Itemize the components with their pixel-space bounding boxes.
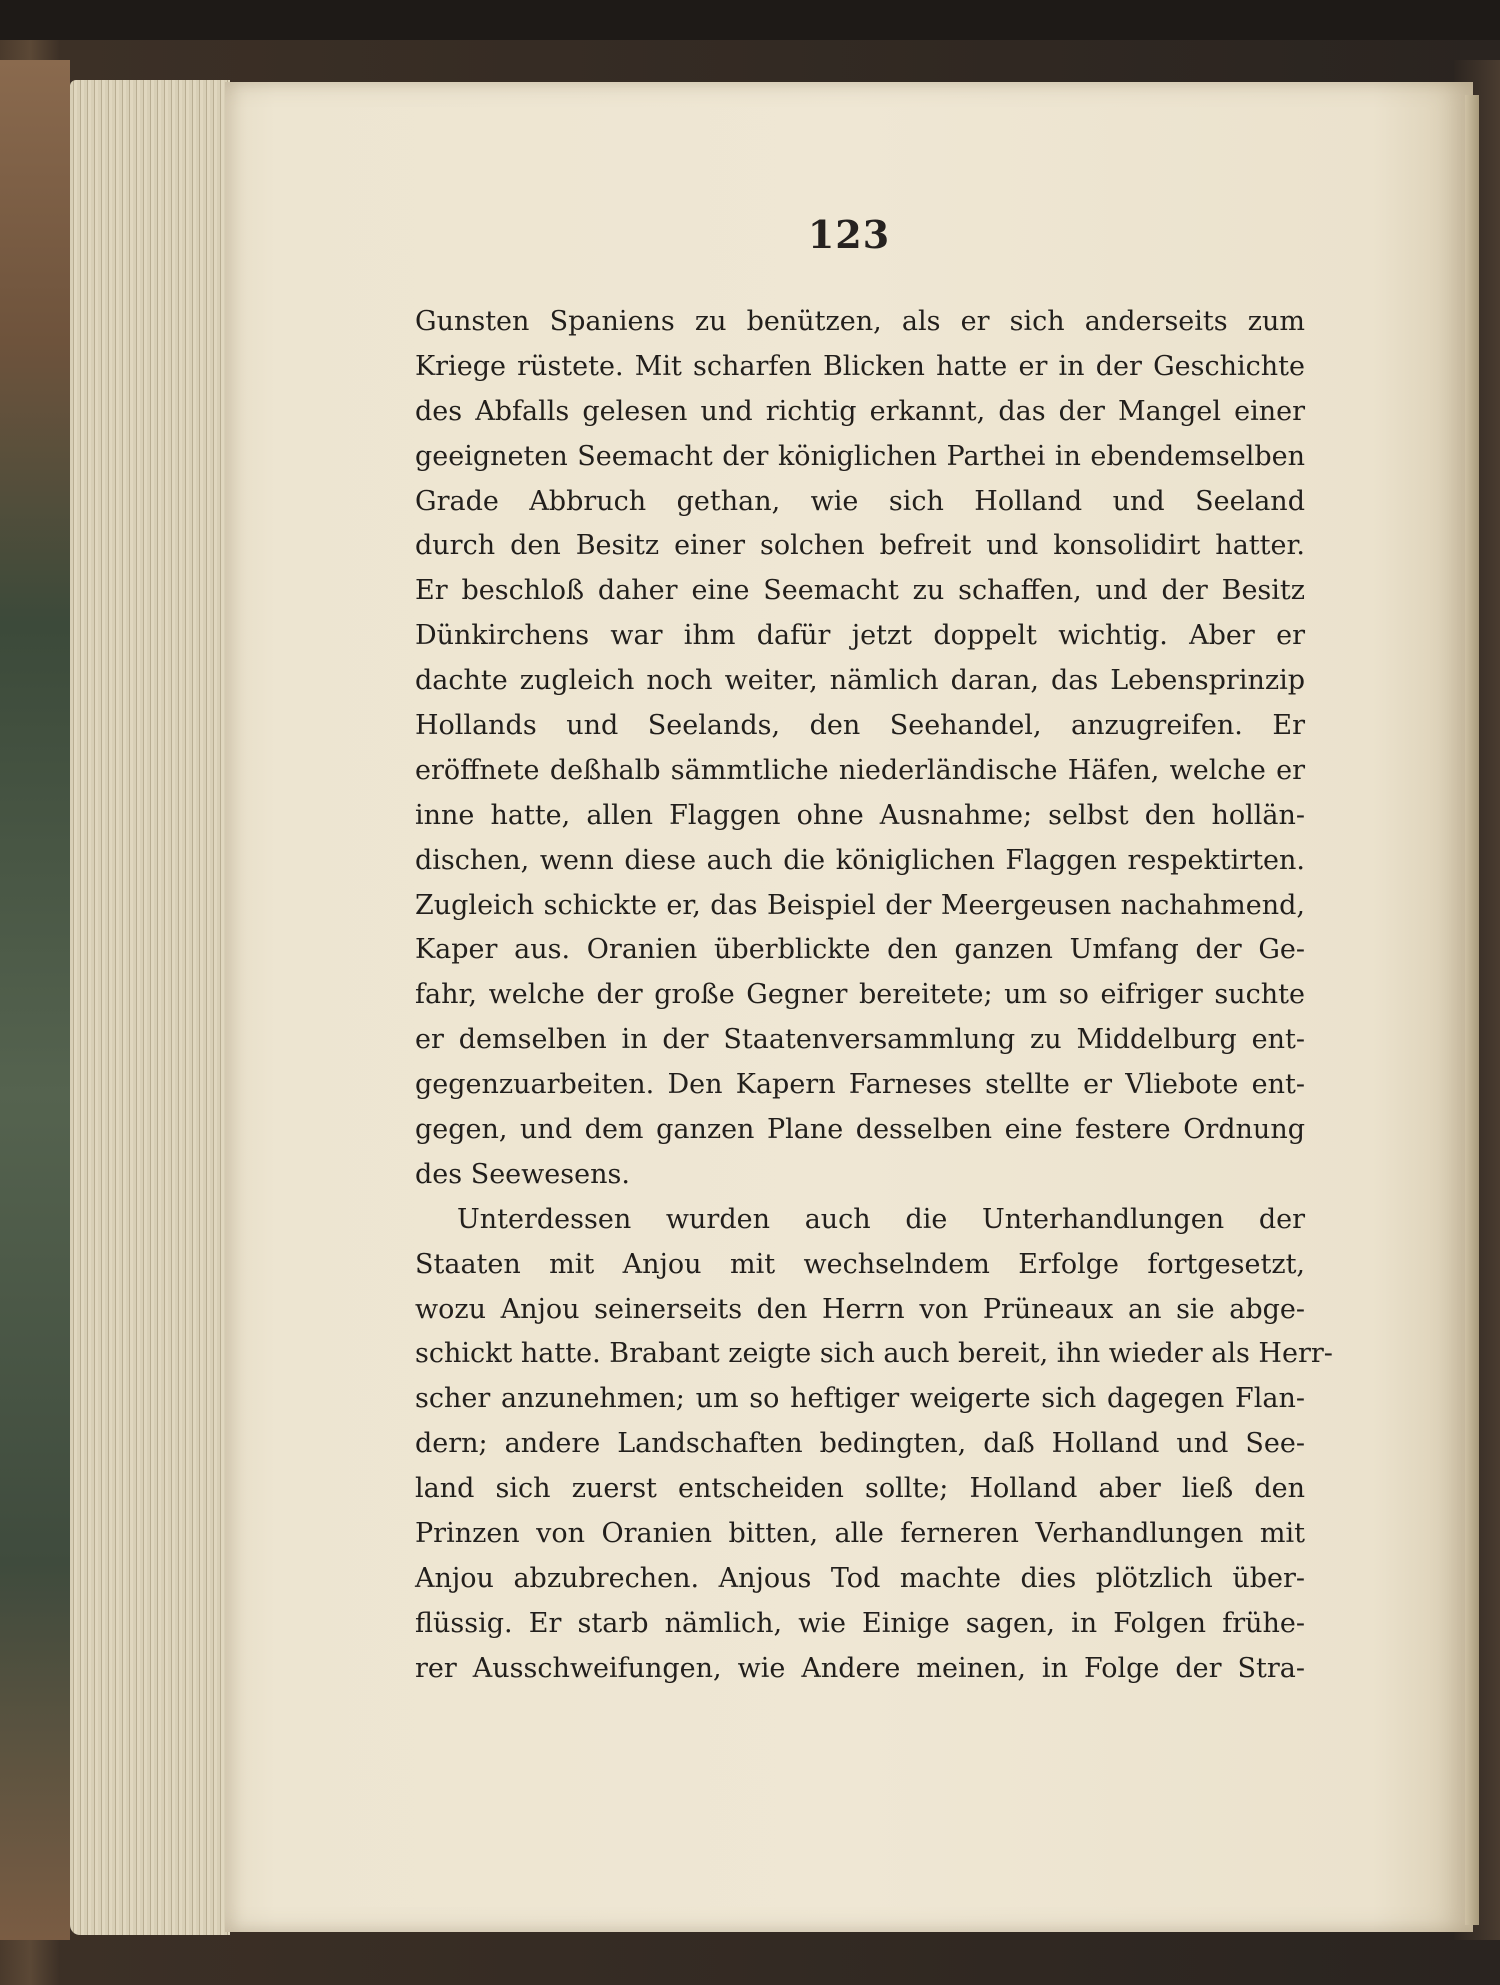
text-line: eröffnete deßhalb sämmtliche niederländische Häfen, welche er	[415, 754, 1305, 786]
text-line: schickt hatte. Brabant zeigte sich auch bereit, ihn wieder als Herr-	[415, 1338, 1333, 1370]
text-line: dischen, wenn diese auch die königlichen Flaggen respektirten.	[415, 844, 1305, 876]
text-line: Hollands und Seelands, den Seehandel, anzugreifen. Er	[415, 710, 1305, 742]
text-line: Staaten mit Anjou mit wechselndem Erfolge fortgesetzt,	[415, 1248, 1305, 1280]
text-line: Er beschloß daher eine Seemacht zu schaffen, und der Besitz	[415, 575, 1305, 607]
text-line: fahr, welche der große Gegner bereitete; um so eifriger suchte	[415, 979, 1305, 1011]
text-line: Zugleich schickte er, das Beispiel der Meergeusen nachahmend,	[415, 889, 1305, 921]
text-line: durch den Besitz einer solchen befreit und konsolidirt hatter.	[415, 530, 1305, 562]
text-line: Dünkirchens war ihm dafür jetzt doppelt wichtig. Aber er	[415, 620, 1305, 652]
page-text	[415, 300, 1333, 1692]
text-line: rer Ausschweifungen, wie Andere meinen, in Folge der Stra-	[415, 1652, 1305, 1684]
text-line: des Abfalls gelesen und richtig erkannt, das der Mangel einer	[415, 395, 1305, 427]
text-line: des Seewesens.	[415, 1158, 630, 1190]
text-line: scher anzunehmen; um so heftiger weigerte sich dagegen Flan-	[415, 1383, 1305, 1415]
text-line: Kriege rüstete. Mit scharfen Blicken hatte er in der Geschichte	[415, 350, 1305, 382]
text-line: dern; andere Landschaften bedingten, daß Holland und See-	[415, 1428, 1305, 1460]
text-line: gegenzuarbeiten. Den Kapern Farneses stellte er Vliebote ent-	[415, 1069, 1305, 1101]
book-binding-left	[0, 60, 70, 1940]
text-line: flüssig. Er starb nämlich, wie Einige sagen, in Folgen frühe-	[415, 1607, 1305, 1639]
page-number: 123	[807, 212, 891, 257]
text-line: Prinzen von Oranien bitten, alle ferneren Verhandlungen mit	[415, 1518, 1305, 1550]
text-line: dachte zugleich noch weiter, nämlich daran, das Lebensprinzip	[415, 665, 1305, 697]
text-line: gegen, und dem ganzen Plane desselben eine festere Ordnung	[415, 1114, 1305, 1146]
text-line: er demselben in der Staatenversammlung zu Middelburg ent-	[415, 1024, 1305, 1056]
text-line: Gunsten Spaniens zu benützen, als er sich anderseits zum	[415, 306, 1305, 337]
text-line: land sich zuerst entscheiden sollte; Holland aber ließ den	[415, 1473, 1305, 1505]
text-line: Unterdessen wurden auch die Unterhandlungen der	[457, 1203, 1305, 1235]
text-line: Anjou abzubrechen. Anjous Tod machte dies plötzlich über-	[415, 1562, 1305, 1594]
text-line: inne hatte, allen Flaggen ohne Ausnahme; selbst den hollän-	[415, 799, 1305, 831]
text-line: Kaper aus. Oranien überblickte den ganzen Umfang der Ge-	[415, 934, 1305, 966]
page-stack-edges	[70, 80, 230, 1935]
book-page	[225, 82, 1473, 1932]
page-gutter-edge	[1465, 95, 1479, 1925]
text-line: geeigneten Seemacht der königlichen Parthei in ebendemselben	[415, 440, 1305, 472]
text-line: wozu Anjou seinerseits den Herrn von Prüneaux an sie abge-	[415, 1293, 1305, 1325]
text-line: Grade Abbruch gethan, wie sich Holland und Seeland	[415, 485, 1305, 517]
